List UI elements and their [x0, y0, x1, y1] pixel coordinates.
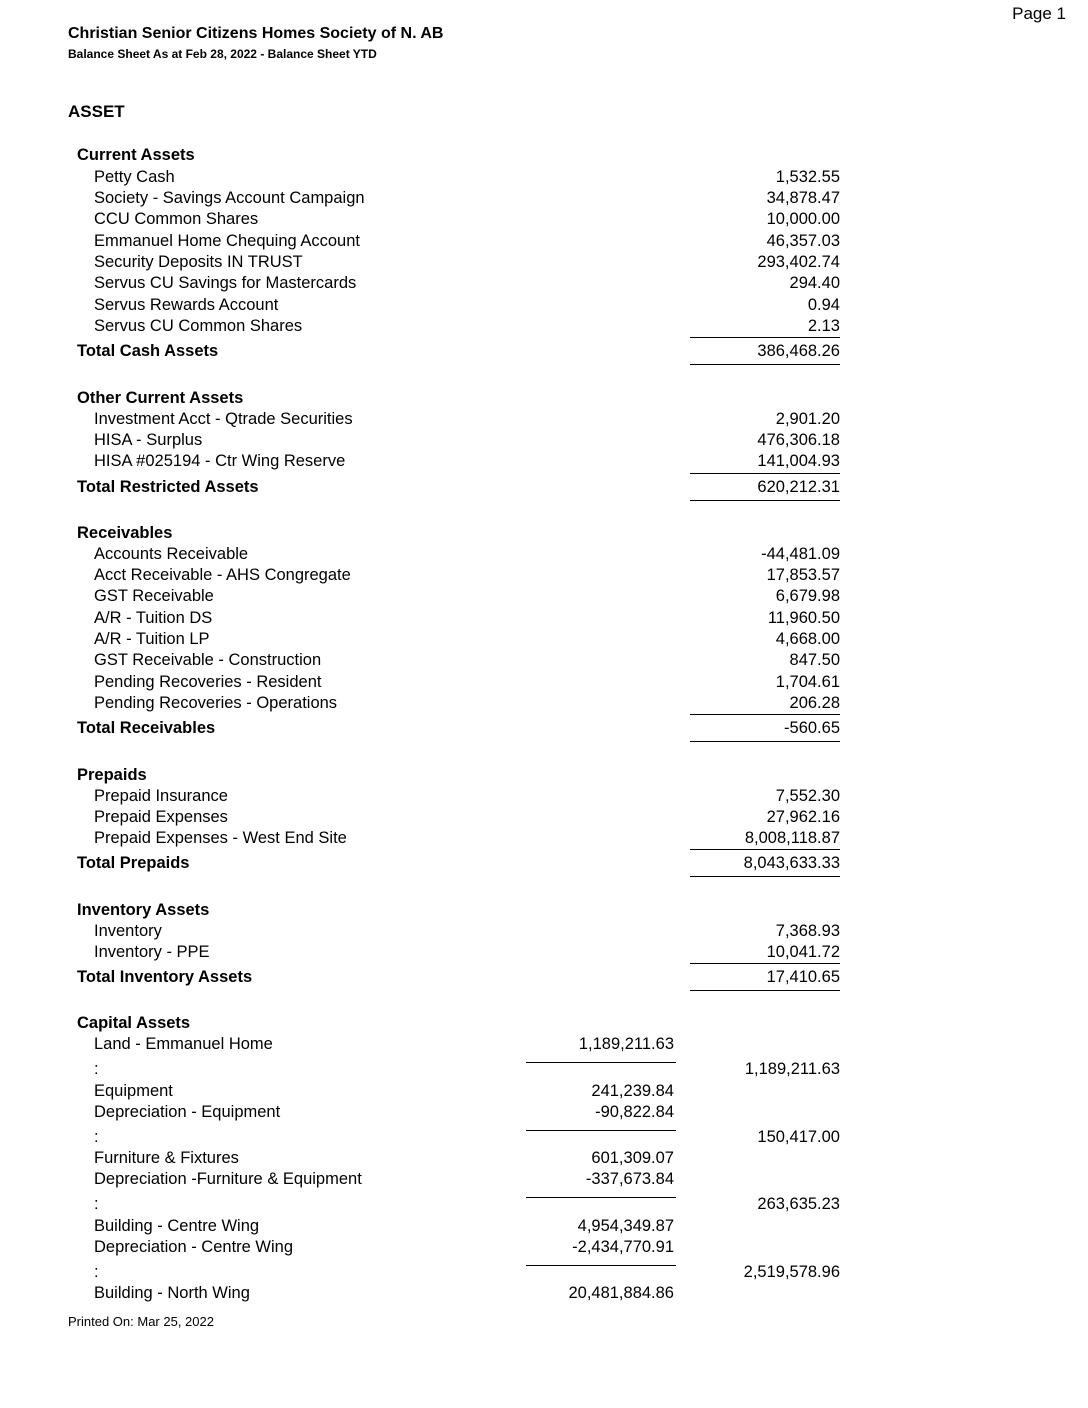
amount-total: 11,960.50 — [767, 609, 840, 627]
amount-detail: 4,954,349.87 — [577, 1217, 674, 1235]
account-row — [0, 943, 1088, 964]
account-row — [0, 829, 1088, 850]
row-label: Depreciation - Centre Wing — [94, 1238, 293, 1256]
group-header — [0, 146, 1088, 167]
amount-total: 2.13 — [807, 317, 840, 335]
row-label: Servus CU Common Shares — [94, 317, 303, 335]
row-label: Building - Centre Wing — [94, 1217, 260, 1235]
page-number: Page 1 — [1012, 4, 1066, 23]
group-header — [0, 1014, 1088, 1035]
row-label: : — [94, 1263, 99, 1281]
row-label: Emmanuel Home Chequing Account — [94, 232, 360, 250]
account-row — [0, 566, 1088, 587]
subtotal-rule — [526, 1130, 676, 1131]
row-label: A/R - Tuition DS — [94, 609, 213, 627]
row-label: Society - Savings Account Campaign — [94, 189, 365, 207]
amount-total: 10,000.00 — [766, 210, 840, 228]
amount-total: 2,901.20 — [775, 410, 840, 428]
account-row — [0, 609, 1088, 630]
amount-total: 1,704.61 — [775, 673, 840, 691]
row-label: Investment Acct - Qtrade Securities — [94, 410, 353, 428]
amount-detail: -90,822.84 — [595, 1103, 674, 1121]
amount-detail: 20,481,884.86 — [568, 1284, 674, 1302]
row-label: Land - Emmanuel Home — [94, 1035, 273, 1053]
account-row — [0, 1238, 1088, 1259]
account-row — [0, 431, 1088, 452]
amount-total: 206.28 — [789, 694, 840, 712]
row-label: HISA - Surplus — [94, 431, 203, 449]
amount-total: 476,306.18 — [757, 431, 840, 449]
organization-name: Christian Senior Citizens Homes Society of N. AB — [68, 25, 444, 42]
row-label: Equipment — [94, 1082, 173, 1100]
account-row — [0, 545, 1088, 566]
amount-total: 10,041.72 — [766, 943, 840, 961]
account-row — [0, 651, 1088, 672]
row-label: Total Prepaids — [77, 854, 190, 872]
amount-detail: 1,189,211.63 — [578, 1035, 674, 1053]
row-label: HISA #025194 - Ctr Wing Reserve — [94, 452, 346, 470]
subtotal-rule — [526, 1197, 676, 1198]
amount-total: 7,552.30 — [775, 787, 840, 805]
section-heading: ASSET — [68, 102, 125, 121]
account-row — [0, 210, 1088, 231]
account-row — [0, 253, 1088, 274]
row-label: Prepaid Expenses - West End Site — [94, 829, 347, 847]
row-label: Pending Recoveries - Resident — [94, 673, 322, 691]
row-label: Capital Assets — [77, 1014, 191, 1032]
subtotal-row — [0, 1128, 1088, 1149]
account-row — [0, 673, 1088, 694]
group-total-row — [0, 342, 1088, 363]
account-row — [0, 296, 1088, 317]
row-label: Other Current Assets — [77, 389, 244, 407]
row-label: Prepaid Insurance — [94, 787, 228, 805]
account-row — [0, 922, 1088, 943]
amount-total: 293,402.74 — [757, 253, 840, 271]
account-row — [0, 452, 1088, 473]
subtotal-row — [0, 1263, 1088, 1284]
row-label: Receivables — [77, 524, 173, 542]
row-label: Inventory Assets — [77, 901, 210, 919]
amount-total: 4,668.00 — [775, 630, 840, 648]
account-row — [0, 630, 1088, 651]
amount-total: 1,189,211.63 — [744, 1060, 840, 1078]
row-label: : — [94, 1128, 99, 1146]
amount-detail: 241,239.84 — [591, 1082, 674, 1100]
subtotal-rule — [526, 1265, 676, 1266]
group-header — [0, 766, 1088, 787]
amount-total: 141,004.93 — [757, 452, 840, 470]
group-total-row — [0, 854, 1088, 875]
amount-total: -560.65 — [784, 719, 840, 737]
account-row — [0, 1103, 1088, 1124]
row-label: Petty Cash — [94, 168, 175, 186]
row-label: Inventory — [94, 922, 162, 940]
amount-total: 2,519,578.96 — [743, 1263, 840, 1281]
group-header — [0, 901, 1088, 922]
row-label: Total Restricted Assets — [77, 478, 259, 496]
amount-total: 1,532.55 — [775, 168, 840, 186]
account-row — [0, 274, 1088, 295]
subtotal-row — [0, 1195, 1088, 1216]
amount-total: 8,043,633.33 — [743, 854, 840, 872]
subtotal-row — [0, 1060, 1088, 1081]
amount-total: 294.40 — [789, 274, 840, 292]
amount-total: 263,635.23 — [757, 1195, 840, 1213]
row-label: GST Receivable — [94, 587, 214, 605]
row-label: Depreciation - Equipment — [94, 1103, 281, 1121]
account-row — [0, 587, 1088, 608]
amount-total: 6,679.98 — [775, 587, 840, 605]
row-label: : — [94, 1195, 99, 1213]
group-total-row — [0, 968, 1088, 989]
account-row — [0, 808, 1088, 829]
amount-total: 17,410.65 — [766, 968, 840, 986]
row-label: Inventory - PPE — [94, 943, 210, 961]
row-label: Total Cash Assets — [77, 342, 219, 360]
row-label: Acct Receivable - AHS Congregate — [94, 566, 351, 584]
row-label: Pending Recoveries - Operations — [94, 694, 338, 712]
row-label: Servus CU Savings for Mastercards — [94, 274, 357, 292]
amount-total: 46,357.03 — [766, 232, 840, 250]
group-total-row — [0, 719, 1088, 740]
account-row — [0, 189, 1088, 210]
amount-detail: -337,673.84 — [585, 1170, 674, 1188]
amount-total: 150,417.00 — [757, 1128, 840, 1146]
row-label: Building - North Wing — [94, 1284, 250, 1302]
row-label: A/R - Tuition LP — [94, 630, 210, 648]
row-label: Total Inventory Assets — [77, 968, 253, 986]
account-row — [0, 787, 1088, 808]
amount-detail: 601,309.07 — [591, 1149, 674, 1167]
account-row — [0, 1284, 1088, 1305]
account-row — [0, 1217, 1088, 1238]
row-label: Furniture & Fixtures — [94, 1149, 239, 1167]
group-header — [0, 524, 1088, 545]
amount-total: 27,962.16 — [766, 808, 840, 826]
row-label: Current Assets — [77, 146, 195, 164]
row-label: Security Deposits IN TRUST — [94, 253, 303, 271]
account-row — [0, 1082, 1088, 1103]
account-row — [0, 1170, 1088, 1191]
amount-total: 17,853.57 — [766, 566, 840, 584]
row-label: Servus Rewards Account — [94, 296, 279, 314]
group-total-row — [0, 478, 1088, 499]
amount-total: 620,212.31 — [757, 478, 840, 496]
row-label: Prepaids — [77, 766, 147, 784]
amount-total: 7,368.93 — [775, 922, 840, 940]
account-row — [0, 1035, 1088, 1056]
amount-total: 0.94 — [807, 296, 840, 314]
account-row — [0, 1149, 1088, 1170]
amount-total: 847.50 — [789, 651, 840, 669]
group-header — [0, 389, 1088, 410]
row-label: : — [94, 1060, 99, 1078]
account-row — [0, 410, 1088, 431]
account-row — [0, 694, 1088, 715]
amount-total: 386,468.26 — [757, 342, 840, 360]
row-label: Total Receivables — [77, 719, 216, 737]
row-label: CCU Common Shares — [94, 210, 259, 228]
row-label: Depreciation -Furniture & Equipment — [94, 1170, 362, 1188]
subtotal-rule — [526, 1062, 676, 1063]
amount-total: 8,008,118.87 — [744, 829, 840, 847]
account-row — [0, 317, 1088, 338]
row-label: GST Receivable - Construction — [94, 651, 322, 669]
amount-total: 34,878.47 — [766, 189, 840, 207]
account-row — [0, 232, 1088, 253]
amount-total: -44,481.09 — [761, 545, 840, 563]
account-row — [0, 168, 1088, 189]
amount-detail: -2,434,770.91 — [572, 1238, 674, 1256]
row-label: Prepaid Expenses — [94, 808, 228, 826]
report-subtitle: Balance Sheet As at Feb 28, 2022 - Balance Sheet YTD — [68, 47, 377, 61]
printed-on-footer: Printed On: Mar 25, 2022 — [68, 1314, 214, 1329]
row-label: Accounts Receivable — [94, 545, 249, 563]
